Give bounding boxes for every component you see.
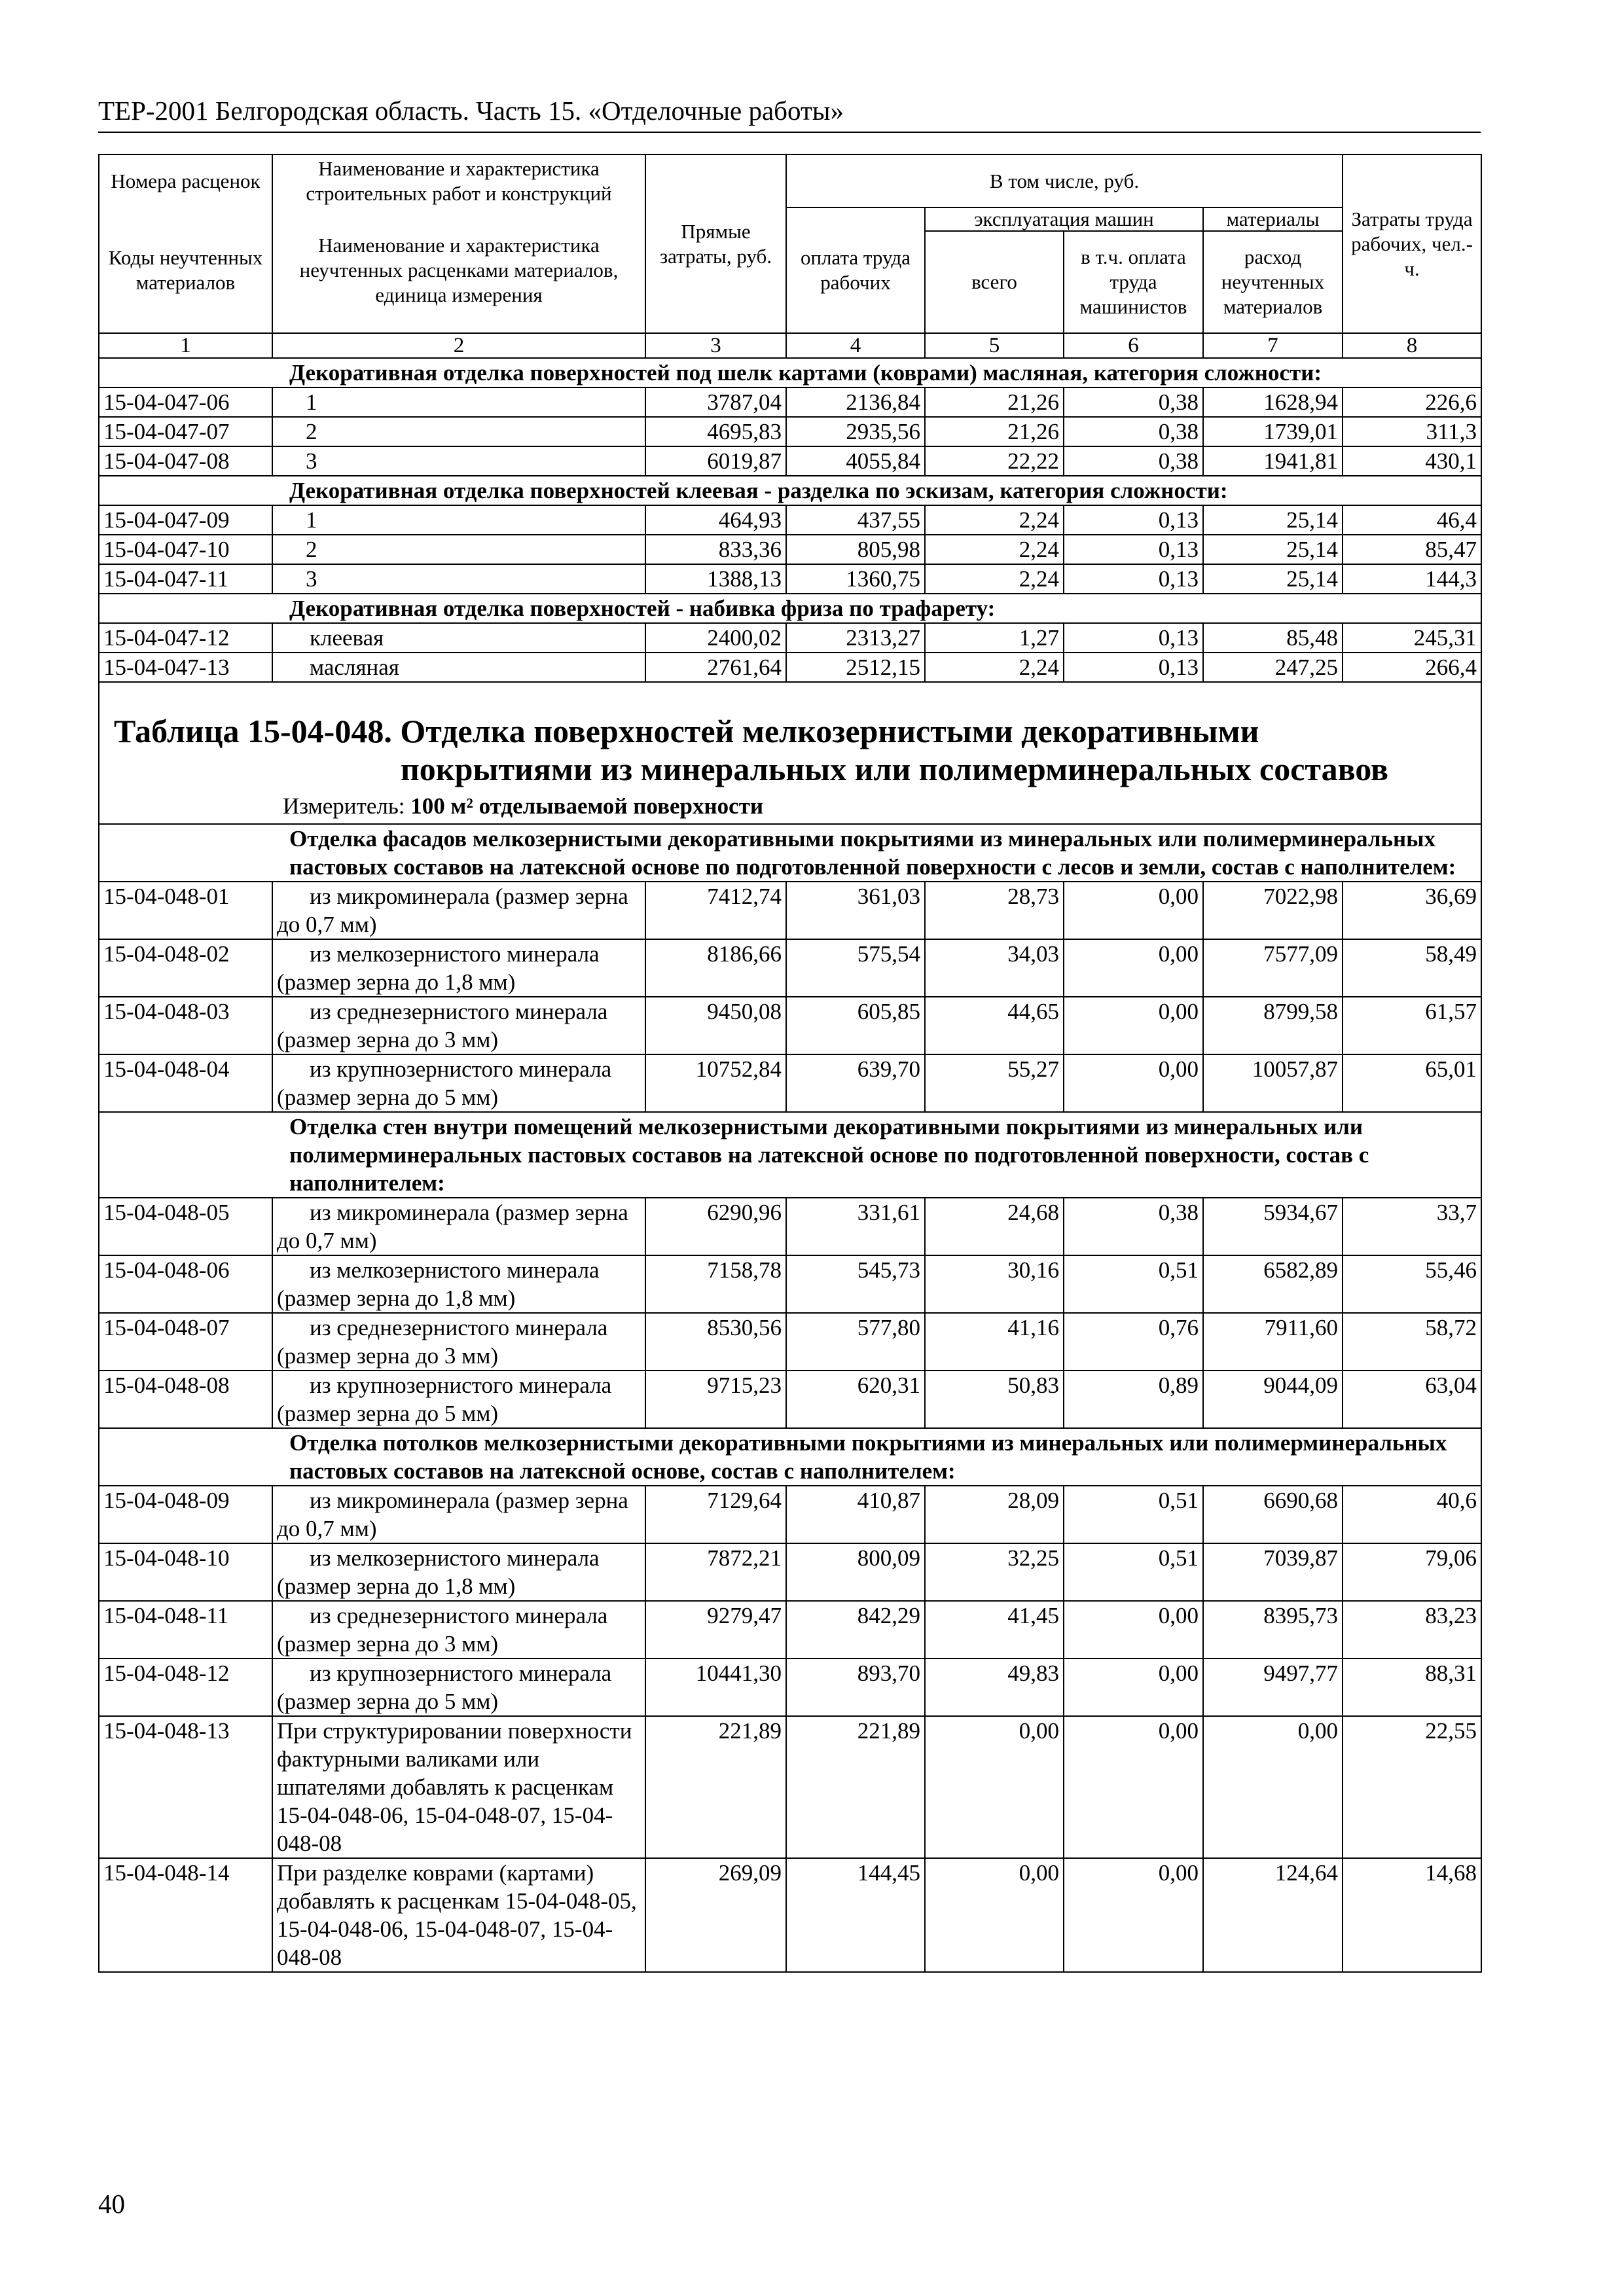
materials-cost: 7577,09: [1203, 939, 1343, 997]
table-row: [99, 1601, 1481, 1659]
col-head-direct-costs: Прямые затраты, руб.: [645, 154, 786, 333]
column-number: 8: [1343, 333, 1481, 358]
direct-costs: 7872,21: [645, 1543, 786, 1601]
materials-cost: 85,48: [1203, 623, 1343, 653]
table-row: [99, 387, 1481, 417]
worker-pay: 2313,27: [786, 623, 925, 653]
materials-cost: 124,64: [1203, 1858, 1343, 1972]
direct-costs: 8530,56: [645, 1313, 786, 1371]
operator-pay: 0,13: [1064, 564, 1203, 594]
table-caption-row: [99, 682, 1481, 824]
operator-pay: 0,89: [1064, 1371, 1203, 1428]
column-number: 2: [272, 333, 645, 358]
rate-code: 15-04-048-01: [99, 882, 272, 939]
work-name: 1: [272, 505, 645, 535]
work-name: клеевая: [272, 623, 645, 653]
materials-cost: 247,25: [1203, 653, 1343, 682]
materials-cost: 7022,98: [1203, 882, 1343, 939]
operator-pay: 0,00: [1064, 997, 1203, 1054]
worker-pay: 221,89: [786, 1716, 925, 1858]
rates-table-frame: [98, 154, 1481, 1973]
table-row: [99, 1543, 1481, 1601]
operator-pay: 0,51: [1064, 1543, 1203, 1601]
worker-pay: 545,73: [786, 1255, 925, 1313]
direct-costs: 464,93: [645, 505, 786, 535]
table-row: [99, 564, 1481, 594]
labor-hours: 63,04: [1343, 1371, 1481, 1428]
measure-label: Измеритель:: [283, 793, 405, 819]
rate-code: 15-04-047-11: [99, 564, 272, 594]
measure-value: 100 м² отделываемой поверхности: [410, 793, 764, 819]
operator-pay: 0,00: [1064, 939, 1203, 997]
machines-total: 21,26: [925, 417, 1064, 446]
work-name: из крупнозернистого минерала (размер зерна до 5 мм): [272, 1659, 645, 1716]
work-name: из крупнозернистого минерала (размер зерна до 5 мм): [272, 1371, 645, 1428]
rate-code: 15-04-047-06: [99, 387, 272, 417]
materials-cost: 8799,58: [1203, 997, 1343, 1054]
work-name: из мелкозернистого минерала (размер зерна до 1,8 мм): [272, 939, 645, 997]
direct-costs: 9450,08: [645, 997, 786, 1054]
machines-total: 44,65: [925, 997, 1064, 1054]
direct-costs: 10752,84: [645, 1054, 786, 1112]
work-name: масляная: [272, 653, 645, 682]
materials-cost: 5934,67: [1203, 1198, 1343, 1255]
direct-costs: 6019,87: [645, 446, 786, 476]
table-row: [99, 623, 1481, 653]
column-number: 3: [645, 333, 786, 358]
operator-pay: 0,51: [1064, 1255, 1203, 1313]
labor-hours: 46,4: [1343, 505, 1481, 535]
labor-hours: 61,57: [1343, 997, 1481, 1054]
column-number: 5: [925, 333, 1064, 358]
machines-total: 0,00: [925, 1858, 1064, 1972]
table-row: [99, 1313, 1481, 1371]
section-heading: Декоративная отделка поверхностей - набивка фриза по трафарету:: [99, 594, 1481, 623]
machines-total: 41,16: [925, 1313, 1064, 1371]
table-row: [99, 505, 1481, 535]
materials-cost: 25,14: [1203, 535, 1343, 564]
materials-cost: 7911,60: [1203, 1313, 1343, 1371]
labor-hours: 22,55: [1343, 1716, 1481, 1858]
materials-cost: 8395,73: [1203, 1601, 1343, 1659]
col-head-unaccounted-materials: расход неучтенных материалов: [1203, 231, 1343, 333]
rate-code: 15-04-047-12: [99, 623, 272, 653]
operator-pay: 0,00: [1064, 1716, 1203, 1858]
table-row: [99, 1371, 1481, 1428]
direct-costs: 221,89: [645, 1716, 786, 1858]
labor-hours: 14,68: [1343, 1858, 1481, 1972]
direct-costs: 7158,78: [645, 1255, 786, 1313]
materials-cost: 25,14: [1203, 505, 1343, 535]
labor-hours: 55,46: [1343, 1255, 1481, 1313]
materials-cost: 9497,77: [1203, 1659, 1343, 1716]
direct-costs: 7129,64: [645, 1486, 786, 1543]
column-numbers-row: [99, 333, 1481, 358]
machines-total: 2,24: [925, 653, 1064, 682]
labor-hours: 58,49: [1343, 939, 1481, 997]
labor-hours: 83,23: [1343, 1601, 1481, 1659]
labor-hours: 79,06: [1343, 1543, 1481, 1601]
work-name: 2: [272, 535, 645, 564]
machines-total: 30,16: [925, 1255, 1064, 1313]
col-head-work-name: Наименование и характеристика строительных работ и конструкций: [272, 154, 645, 207]
direct-costs: 6290,96: [645, 1198, 786, 1255]
column-number: 6: [1064, 333, 1203, 358]
direct-costs: 833,36: [645, 535, 786, 564]
column-number: 1: [99, 333, 272, 358]
machines-total: 55,27: [925, 1054, 1064, 1112]
page-number: 40: [98, 2189, 125, 2219]
section-heading-row: [99, 594, 1481, 623]
machines-total: 0,00: [925, 1716, 1064, 1858]
section-heading-row: [99, 1112, 1481, 1198]
machines-total: 2,24: [925, 564, 1064, 594]
table-row: [99, 417, 1481, 446]
table-row: [99, 1486, 1481, 1543]
machines-total: 22,22: [925, 446, 1064, 476]
section-heading-row: [99, 1428, 1481, 1486]
table-row: [99, 939, 1481, 997]
worker-pay: 893,70: [786, 1659, 925, 1716]
worker-pay: 361,03: [786, 882, 925, 939]
worker-pay: 410,87: [786, 1486, 925, 1543]
col-head-operator-pay: в т.ч. оплата труда машинистов: [1064, 231, 1203, 333]
work-name: 3: [272, 446, 645, 476]
table-caption: [99, 682, 1481, 824]
rate-code: 15-04-048-06: [99, 1255, 272, 1313]
direct-costs: 10441,30: [645, 1659, 786, 1716]
work-name: из среднезернистого минерала (размер зерна до 3 мм): [272, 1313, 645, 1371]
labor-hours: 85,47: [1343, 535, 1481, 564]
work-name: из мелкозернистого минерала (размер зерна до 1,8 мм): [272, 1543, 645, 1601]
work-name: из крупнозернистого минерала (размер зерна до 5 мм): [272, 1054, 645, 1112]
labor-hours: 88,31: [1343, 1659, 1481, 1716]
rate-code: 15-04-048-09: [99, 1486, 272, 1543]
rate-code: 15-04-047-10: [99, 535, 272, 564]
rate-code: 15-04-048-03: [99, 997, 272, 1054]
column-number: 4: [786, 333, 925, 358]
rate-code: 15-04-048-11: [99, 1601, 272, 1659]
work-name: из среднезернистого минерала (размер зерна до 3 мм): [272, 1601, 645, 1659]
operator-pay: 0,38: [1064, 1198, 1203, 1255]
worker-pay: 1360,75: [786, 564, 925, 594]
table-row: [99, 882, 1481, 939]
materials-cost: 0,00: [1203, 1716, 1343, 1858]
operator-pay: 0,13: [1064, 535, 1203, 564]
materials-cost: 1628,94: [1203, 387, 1343, 417]
rate-code: 15-04-048-10: [99, 1543, 272, 1601]
worker-pay: 639,70: [786, 1054, 925, 1112]
col-head-materials: материалы: [1203, 207, 1343, 231]
table-title-continued: покрытиями из минеральных или полимерминеральных составов: [401, 751, 1389, 787]
labor-hours: 245,31: [1343, 623, 1481, 653]
worker-pay: 2512,15: [786, 653, 925, 682]
worker-pay: 2136,84: [786, 387, 925, 417]
worker-pay: 4055,84: [786, 446, 925, 476]
labor-hours: 58,72: [1343, 1313, 1481, 1371]
col-head-material-names: Наименование и характеристика неучтенных расценками материалов, единица измерения: [272, 207, 645, 333]
labor-hours: 266,4: [1343, 653, 1481, 682]
column-number: 7: [1203, 333, 1343, 358]
work-name: 1: [272, 387, 645, 417]
section-heading: Отделка стен внутри помещений мелкозернистыми декоративными покрытиями из минеральных или полимерминеральных пастовых составов на латексной основе по подготовленной поверхности, состав с наполнителем:: [99, 1112, 1481, 1198]
table-row: [99, 1054, 1481, 1112]
machines-total: 34,03: [925, 939, 1064, 997]
direct-costs: 9715,23: [645, 1371, 786, 1428]
labor-hours: 40,6: [1343, 1486, 1481, 1543]
labor-hours: 430,1: [1343, 446, 1481, 476]
work-name: 2: [272, 417, 645, 446]
materials-cost: 9044,09: [1203, 1371, 1343, 1428]
materials-cost: 6690,68: [1203, 1486, 1343, 1543]
worker-pay: 331,61: [786, 1198, 925, 1255]
col-head-worker-pay: оплата труда рабочих: [786, 207, 925, 333]
materials-cost: 7039,87: [1203, 1543, 1343, 1601]
direct-costs: 4695,83: [645, 417, 786, 446]
machines-total: 50,83: [925, 1371, 1064, 1428]
direct-costs: 8186,66: [645, 939, 786, 997]
machines-total: 21,26: [925, 387, 1064, 417]
materials-cost: 6582,89: [1203, 1255, 1343, 1313]
work-name: 3: [272, 564, 645, 594]
operator-pay: 0,51: [1064, 1486, 1203, 1543]
rate-code: 15-04-047-13: [99, 653, 272, 682]
col-head-material-codes: Коды неучтенных материалов: [99, 207, 272, 333]
section-heading-row: [99, 358, 1481, 387]
col-head-machine-operation: эксплуатация машин: [925, 207, 1203, 231]
rate-code: 15-04-048-08: [99, 1371, 272, 1428]
section-heading: Декоративная отделка поверхностей под шелк картами (коврами) масляная, категория сложности:: [99, 358, 1481, 387]
table-row: [99, 1858, 1481, 1972]
machines-total: 32,25: [925, 1543, 1064, 1601]
operator-pay: 0,38: [1064, 446, 1203, 476]
direct-costs: 3787,04: [645, 387, 786, 417]
operator-pay: 0,13: [1064, 505, 1203, 535]
table-row: [99, 446, 1481, 476]
work-name: из микроминерала (размер зерна до 0,7 мм): [272, 1486, 645, 1543]
rate-code: 15-04-048-05: [99, 1198, 272, 1255]
direct-costs: 269,09: [645, 1858, 786, 1972]
table-row: [99, 997, 1481, 1054]
rate-code: 15-04-047-08: [99, 446, 272, 476]
operator-pay: 0,13: [1064, 653, 1203, 682]
machines-total: 1,27: [925, 623, 1064, 653]
worker-pay: 2935,56: [786, 417, 925, 446]
labor-hours: 36,69: [1343, 882, 1481, 939]
operator-pay: 0,76: [1064, 1313, 1203, 1371]
table-row: [99, 535, 1481, 564]
materials-cost: 1941,81: [1203, 446, 1343, 476]
operator-pay: 0,38: [1064, 387, 1203, 417]
work-name: При структурировании поверхности фактурными валиками или шпателями добавлять к расценкам 15-04-048-06, 15-04-048-07, 15-04-048-08: [272, 1716, 645, 1858]
rate-code: 15-04-048-13: [99, 1716, 272, 1858]
direct-costs: 2400,02: [645, 623, 786, 653]
operator-pay: 0,38: [1064, 417, 1203, 446]
machines-total: 24,68: [925, 1198, 1064, 1255]
direct-costs: 1388,13: [645, 564, 786, 594]
section-heading-row: [99, 824, 1481, 882]
machines-total: 49,83: [925, 1659, 1064, 1716]
measure-unit: [99, 788, 1481, 823]
rate-code: 15-04-048-12: [99, 1659, 272, 1716]
machines-total: 28,73: [925, 882, 1064, 939]
work-name: из микроминерала (размер зерна до 0,7 мм): [272, 1198, 645, 1255]
work-name: из среднезернистого минерала (размер зерна до 3 мм): [272, 997, 645, 1054]
work-name: из микроминерала (размер зерна до 0,7 мм): [272, 882, 645, 939]
work-name: При разделке коврами (картами) добавлять к расценкам 15-04-048-05, 15-04-048-06, 15-04-048-07, 15-04-048-08: [272, 1858, 645, 1972]
table-title: Таблица 15-04-048. Отделка поверхностей мелкозернистыми декоративными: [114, 713, 1259, 749]
direct-costs: 9279,47: [645, 1601, 786, 1659]
rate-code: 15-04-048-02: [99, 939, 272, 997]
section-heading: Отделка потолков мелкозернистыми декоративными покрытиями из минеральных или полимерминеральных пастовых составов на латексной основе, состав с наполнителем:: [99, 1428, 1481, 1486]
rate-code: 15-04-048-04: [99, 1054, 272, 1112]
operator-pay: 0,00: [1064, 1858, 1203, 1972]
worker-pay: 437,55: [786, 505, 925, 535]
machines-total: 28,09: [925, 1486, 1064, 1543]
operator-pay: 0,00: [1064, 882, 1203, 939]
section-heading: Отделка фасадов мелкозернистыми декоративными покрытиями из минеральных или полимерминеральных пастовых составов на латексной основе по подготовленной поверхности с лесов и земли, состав с наполнителем:: [99, 824, 1481, 882]
labor-hours: 33,7: [1343, 1198, 1481, 1255]
page-header: ТЕР-2001 Белгородская область. Часть 15. «Отделочные работы»: [98, 95, 1481, 133]
col-head-machines-total: всего: [925, 231, 1064, 333]
table-row: [99, 653, 1481, 682]
worker-pay: 605,85: [786, 997, 925, 1054]
rate-code: 15-04-048-07: [99, 1313, 272, 1371]
machines-total: 2,24: [925, 505, 1064, 535]
table-row: [99, 1198, 1481, 1255]
worker-pay: 144,45: [786, 1858, 925, 1972]
materials-cost: 1739,01: [1203, 417, 1343, 446]
rate-code: 15-04-047-07: [99, 417, 272, 446]
worker-pay: 842,29: [786, 1601, 925, 1659]
operator-pay: 0,00: [1064, 1601, 1203, 1659]
labor-hours: 226,6: [1343, 387, 1481, 417]
section-heading-row: [99, 476, 1481, 505]
labor-hours: 144,3: [1343, 564, 1481, 594]
section-heading: Декоративная отделка поверхностей клеевая - разделка по эскизам, категория сложности:: [99, 476, 1481, 505]
machines-total: 41,45: [925, 1601, 1064, 1659]
worker-pay: 620,31: [786, 1371, 925, 1428]
worker-pay: 805,98: [786, 535, 925, 564]
work-name: из мелкозернистого минерала (размер зерна до 1,8 мм): [272, 1255, 645, 1313]
operator-pay: 0,13: [1064, 623, 1203, 653]
labor-hours: 311,3: [1343, 417, 1481, 446]
table-row: [99, 1716, 1481, 1858]
rates-table: [98, 154, 1482, 1973]
rate-code: 15-04-048-14: [99, 1858, 272, 1972]
worker-pay: 800,09: [786, 1543, 925, 1601]
col-head-including: В том числе, руб.: [786, 154, 1343, 207]
operator-pay: 0,00: [1064, 1054, 1203, 1112]
worker-pay: 575,54: [786, 939, 925, 997]
machines-total: 2,24: [925, 535, 1064, 564]
direct-costs: 7412,74: [645, 882, 786, 939]
table-row: [99, 1255, 1481, 1313]
worker-pay: 577,80: [786, 1313, 925, 1371]
direct-costs: 2761,64: [645, 653, 786, 682]
materials-cost: 25,14: [1203, 564, 1343, 594]
labor-hours: 65,01: [1343, 1054, 1481, 1112]
table-row: [99, 1659, 1481, 1716]
col-head-rate-numbers: Номера расценок: [99, 154, 272, 207]
materials-cost: 10057,87: [1203, 1054, 1343, 1112]
operator-pay: 0,00: [1064, 1659, 1203, 1716]
col-head-labor-hours: Затраты труда рабочих, чел.-ч.: [1343, 154, 1481, 333]
rate-code: 15-04-047-09: [99, 505, 272, 535]
